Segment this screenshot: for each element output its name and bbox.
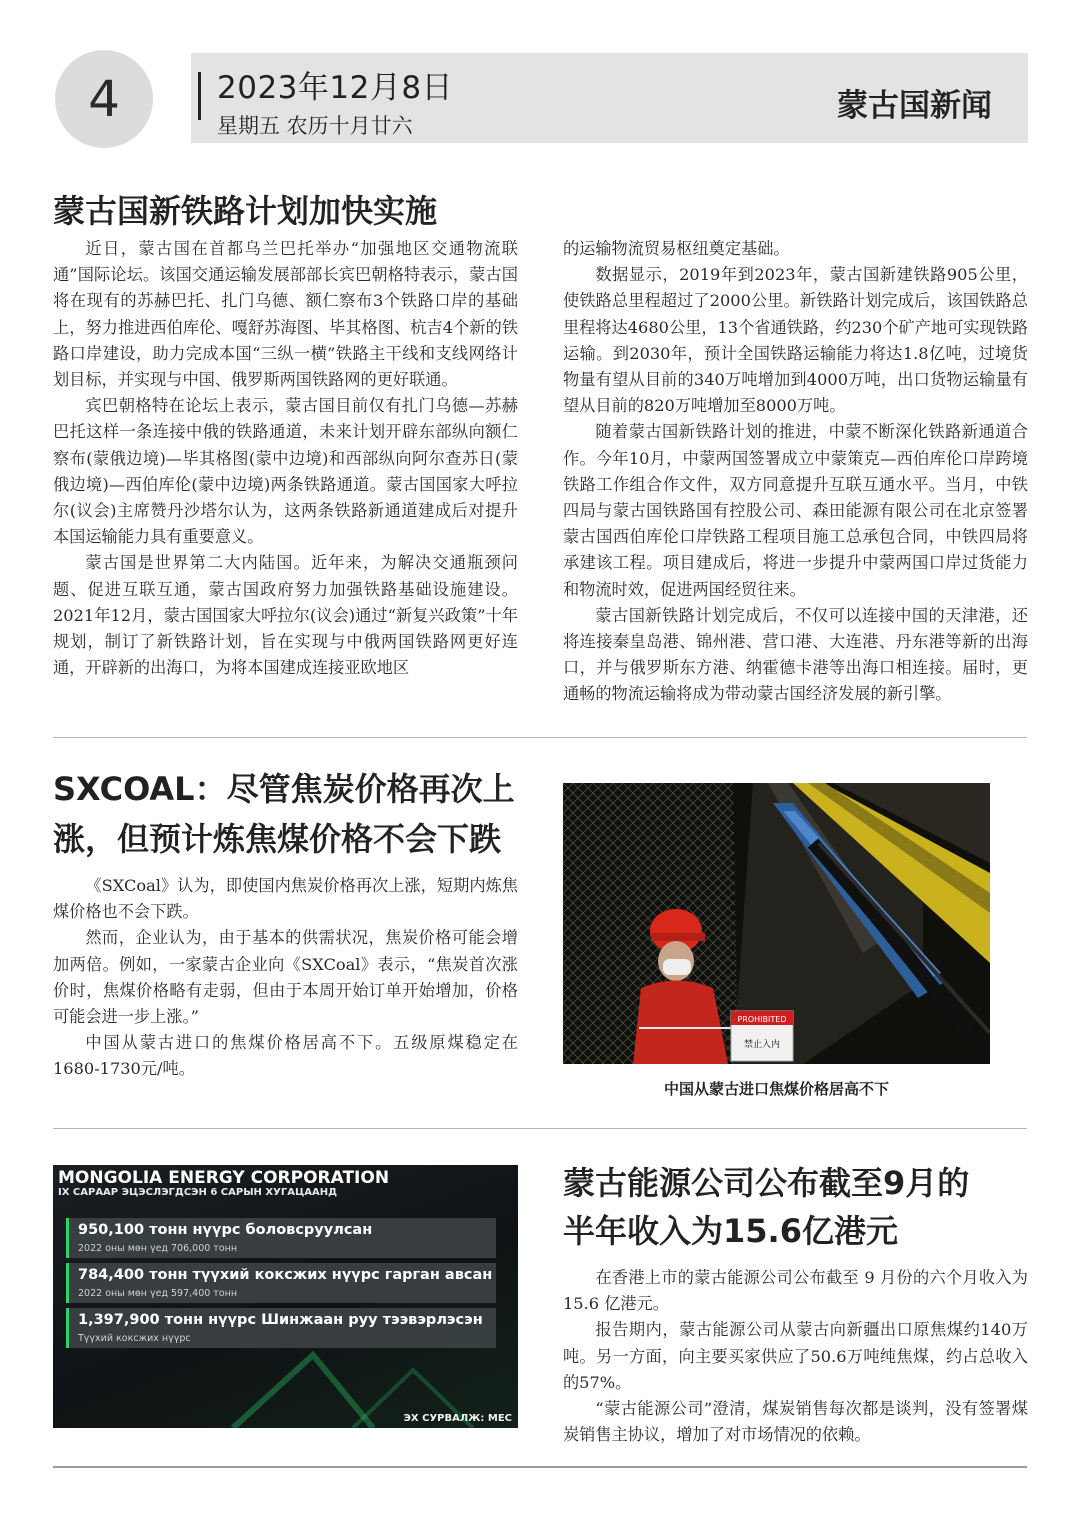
article-title-line2: 涨，但预计炼焦煤价格不会下跌: [53, 820, 502, 858]
photo-sign-text: 禁止入内: [743, 1040, 781, 1050]
article-column-right: [563, 236, 1028, 708]
paragraph: 宾巴朝格特在论坛上表示，蒙古国目前仅有扎门乌德—苏赫巴托这样一条连接中俄的铁路通道，未来计划开辟东部纵向额仁察布(蒙俄边境)—毕其格图(蒙中边境)和西部纵向阿尔查苏日(蒙俄边境)—西伯库伦(蒙中边境)两条铁路通道。蒙古国国家大呼拉尔(议会)主席赞丹沙塔尔认为，这两条铁路新通道建成后对提升本国运输能力具有重要意义。: [53, 396, 518, 547]
section-title: 蒙古国新闻: [837, 88, 992, 124]
article-title-line1: SXCOAL：尽管焦炭价格再次上: [53, 770, 515, 808]
row-value: 1,397,900 тонн нүүрс Шинжаан руу тээвэрлэсэн: [78, 1312, 483, 1328]
photo-caption: 中国从蒙古进口焦煤价格居高不下: [663, 1080, 889, 1098]
page-bottom-rule: [53, 1466, 1027, 1468]
infographic-row: [66, 1218, 496, 1258]
paragraph: 随着蒙古国新铁路计划的推进，中蒙不断深化铁路新通道合作。今年10月，中蒙两国签署成立中蒙策克—西伯库伦口岸跨境铁路工作组合作文件，双方同意提升互联互通水平。当月，中铁四局与蒙古国铁路国有控股公司、森田能源有限公司在北京签署蒙古国西伯库伦口岸铁路工程项目施工总承包合同，中铁四局将承建该工程。项目建成后，将进一步提升中蒙两国口岸过货能力和物流时效，促进两国经贸往来。: [563, 422, 1028, 599]
paragraph: 《SXCoal》认为，即使国内焦炭价格再次上涨，短期内炼焦煤价格也不会下跌。: [53, 876, 518, 922]
page-number: 4: [55, 50, 153, 148]
photo-sign-text: PROHIBITED: [737, 1015, 787, 1024]
section-divider: [53, 737, 1027, 738]
paragraph: 报告期内，蒙古能源公司从蒙古向新疆出口原焦煤约140万吨。另一方面，向主要买家供应了50.6万吨纯焦煤，约占总收入的57%。: [563, 1320, 1028, 1392]
infographic-source: ЭХ СУРВАЛЖ: MEC: [403, 1413, 512, 1424]
article-title-line2: 半年收入为15.6亿港元: [563, 1212, 898, 1250]
issue-weekday: 星期五 农历十月廿六: [217, 114, 413, 138]
paragraph: 的运输物流贸易枢纽奠定基础。: [563, 239, 790, 258]
paragraph: 然而，企业认为，由于基本的供需状况，焦炭价格可能会增加两倍。例如，一家蒙古企业向《SXCoal》表示，“焦炭首次涨价时，焦煤价格略有走弱，但由于本周开始订单开始增加，价格可能会进一步上涨。”: [53, 928, 518, 1027]
paragraph: 近日，蒙古国在首都乌兰巴托举办“加强地区交通物流联通”国际论坛。该国交通运输发展部部长宾巴朝格特表示，蒙古国将在现有的苏赫巴托、扎门乌德、额仁察布3个铁路口岸的基础上，努力推进西伯库伦、嘎舒苏海图、毕其格图、杭吉4个新的铁路口岸建设，助力完成本国“三纵一横”铁路主干线和支线网络计划目标，并实现与中国、俄罗斯两国铁路网的更好联通。: [53, 239, 518, 390]
article-column: [53, 873, 518, 1083]
infographic-row: [66, 1308, 496, 1348]
mine-tunnel-illustration: [563, 783, 990, 1064]
paragraph: 蒙古国新铁路计划完成后，不仅可以连接中国的天津港，还将连接秦皇岛港、锦州港、营口港、大连港、丹东港等新的出海口，并与俄罗斯东方港、纳霍德卡港等出海口相连接。届时，更通畅的物流运输将成为带动蒙古国经济发展的新引擎。: [563, 605, 1028, 704]
row-note: Түүхий коксжих нүүрс: [78, 1333, 191, 1344]
infographic-subtitle: IX САРААР ЭЦЭСЛЭГДСЭН 6 САРЫН ХУГАЦААНД: [58, 1187, 337, 1198]
row-note: 2022 оны мөн үед 706,000 тонн: [78, 1243, 238, 1254]
energy-infographic: [53, 1165, 518, 1428]
header-divider: [198, 72, 201, 120]
row-value: 784,400 тонн түүхий коксжих нүүрс гарган авсан: [78, 1267, 493, 1283]
article-column-left: [53, 236, 518, 681]
article-title-line1: 蒙古能源公司公布截至9月的: [563, 1164, 970, 1202]
section-divider: [53, 1128, 1027, 1129]
article-column: [563, 1265, 1028, 1448]
row-value: 950,100 тонн нүүрс боловсруулсан: [78, 1222, 373, 1238]
paragraph: 蒙古国是世界第二大内陆国。近年来，为解决交通瓶颈问题、促进互联互通，蒙古国政府努力加强铁路基础设施建设。2021年12月，蒙古国国家大呼拉尔(议会)通过“新复兴政策”十年规划，制订了新铁路计划，旨在实现与中俄两国铁路网更好连通，开辟新的出海口，为将本国建成连接亚欧地区: [53, 553, 518, 678]
paragraph: 中国从蒙古进口的焦煤价格居高不下。五级原煤稳定在1680-1730元/吨。: [53, 1033, 518, 1079]
infographic-row: [66, 1263, 496, 1303]
coal-mine-photo: [563, 783, 990, 1064]
paragraph: 数据显示，2019年到2023年，蒙古国新建铁路905公里，使铁路总里程超过了2000公里。新铁路计划完成后，该国铁路总里程将达4680公里，13个省通铁路，约230个矿产地可实现铁路运输。到2030年，预计全国铁路运输能力将达1.8亿吨，过境货物量有望从目前的340万吨增加到4000万吨，出口货物运输量有望从目前的820万吨增加至8000万吨。: [563, 265, 1029, 416]
article-title: 蒙古国新铁路计划加快实施: [53, 192, 438, 230]
paragraph: 在香港上市的蒙古能源公司公布截至 9 月份的六个月收入为 15.6 亿港元。: [563, 1268, 1028, 1314]
infographic-title: MONGOLIA ENERGY CORPORATION: [58, 1168, 390, 1188]
issue-date: 2023年12月8日: [217, 70, 454, 106]
row-note: 2022 оны мөн үед 597,400 тонн: [78, 1288, 238, 1299]
paragraph: “蒙古能源公司”澄清，煤炭销售每次都是谈判，没有签署煤炭销售主协议，增加了对市场情况的依赖。: [563, 1399, 1028, 1445]
